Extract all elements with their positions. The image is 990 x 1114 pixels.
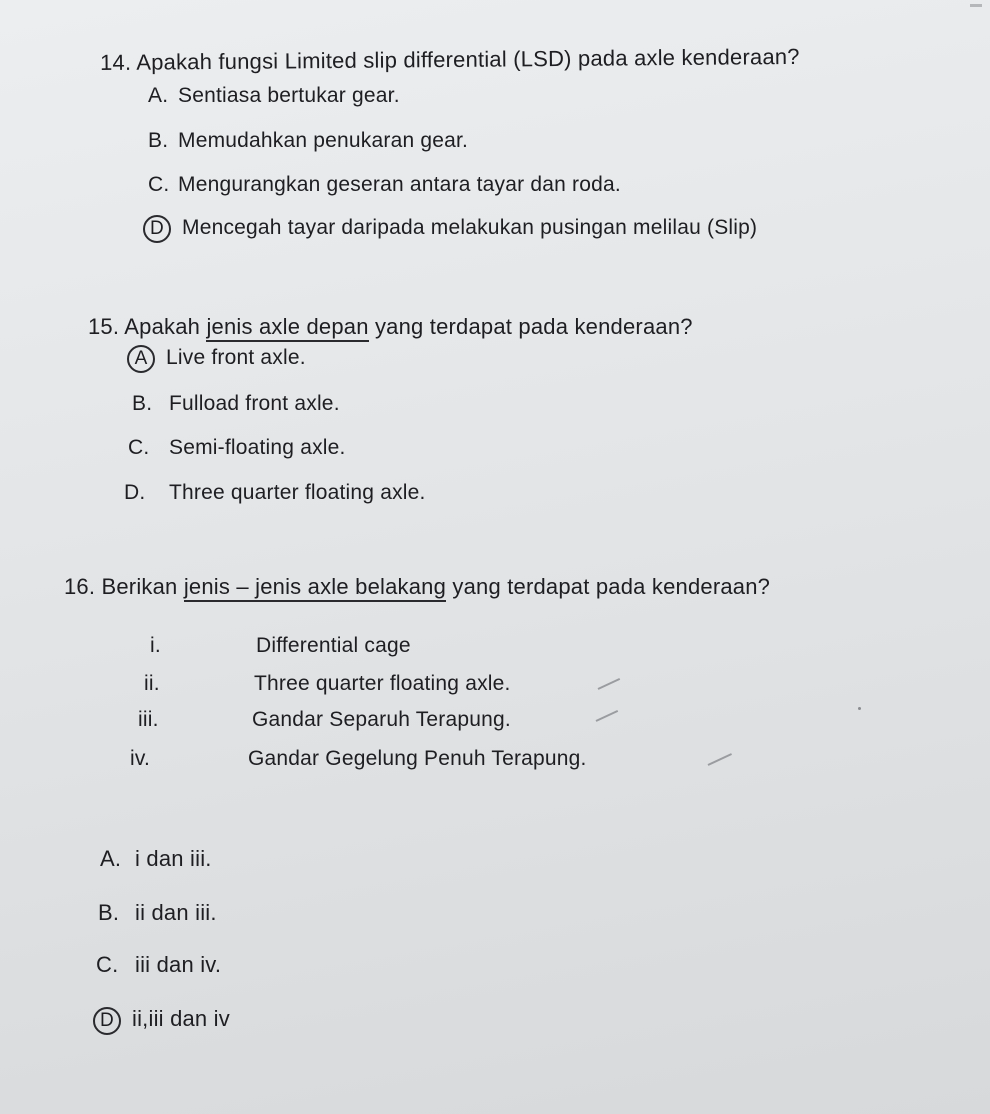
pencil-tick-mark: [596, 710, 619, 722]
question-text-pre: Apakah: [124, 314, 207, 339]
q15-option-a-selected: [132, 345, 306, 373]
option-letter: B.: [98, 900, 120, 925]
option-text: Mengurangkan geseran antara tayar dan roda.: [178, 173, 621, 196]
pencil-tick-mark: [708, 753, 732, 766]
question-text-underlined: jenis – jenis axle belakang: [184, 574, 446, 602]
option-letter: A.: [148, 84, 169, 107]
q15-option-b: [132, 392, 340, 416]
item-numeral: ii.: [144, 672, 160, 695]
option-text: Memudahkan penukaran gear.: [178, 129, 469, 152]
question-15: [88, 314, 693, 340]
q16-item-ii: [144, 672, 511, 696]
q15-option-d: [124, 481, 426, 505]
option-text: i dan iii.: [135, 846, 212, 871]
q16-item-iv: [130, 747, 587, 771]
option-letter: A.: [100, 846, 122, 871]
paper-speck: [858, 707, 861, 710]
q14-option-b: [148, 129, 468, 153]
option-letter: D.: [124, 481, 146, 504]
item-numeral: i.: [150, 634, 161, 657]
item-numeral: iv.: [130, 747, 151, 770]
option-text: Semi-floating axle.: [169, 436, 346, 459]
option-letter: C.: [96, 952, 119, 977]
answer-circle-mark: A: [127, 345, 155, 373]
question-number: 15.: [88, 314, 120, 339]
q15-option-c: [128, 436, 346, 460]
option-text: Sentiasa bertukar gear.: [178, 84, 400, 107]
question-text-post: yang terdapat pada kenderaan?: [368, 314, 693, 339]
option-text: Fulload front axle.: [169, 392, 340, 415]
item-text: Gandar Separuh Terapung.: [252, 708, 511, 731]
q16-item-i: [150, 634, 411, 658]
option-text: Three quarter floating axle.: [169, 481, 426, 504]
item-text: Gandar Gegelung Penuh Terapung.: [248, 747, 587, 770]
q14-option-c: [148, 173, 621, 197]
q16-option-a: [100, 846, 212, 872]
page-edge-mark: [970, 4, 982, 7]
item-text: Three quarter floating axle.: [254, 672, 511, 695]
item-text: Differential cage: [256, 634, 411, 657]
option-letter: C.: [148, 173, 170, 196]
q16-item-iii: [138, 708, 511, 732]
option-letter: B.: [148, 129, 169, 152]
question-text-underlined: jenis axle depan: [206, 314, 368, 342]
option-letter: B.: [132, 392, 153, 415]
answer-circle-mark: D: [93, 1007, 121, 1035]
question-text-pre: Berikan: [101, 574, 184, 599]
option-text: Mencegah tayar daripada melakukan pusingan melilau (Slip): [182, 216, 758, 239]
q16-option-d-selected: [98, 1006, 230, 1035]
q14-option-a: [148, 84, 400, 108]
question-number: 16.: [64, 574, 96, 599]
option-letter: C.: [128, 436, 150, 459]
question-16: [64, 574, 770, 600]
q16-option-b: [98, 900, 217, 926]
option-text: iii dan iv.: [135, 952, 222, 977]
option-text: ii dan iii.: [135, 900, 217, 925]
option-text: Live front axle.: [166, 346, 306, 369]
item-numeral: iii.: [138, 708, 159, 731]
question-text-post: yang terdapat pada kenderaan?: [446, 574, 771, 599]
option-text: ii,iii dan iv: [132, 1006, 230, 1031]
pencil-tick-mark: [598, 678, 621, 690]
question-14: 14. Apakah fungsi Limited slip differential (LSD) pada axle kenderaan?: [99, 43, 800, 76]
q14-option-d-selected: [148, 215, 757, 243]
answer-circle-mark: D: [143, 215, 171, 243]
q16-option-c: [96, 952, 221, 978]
